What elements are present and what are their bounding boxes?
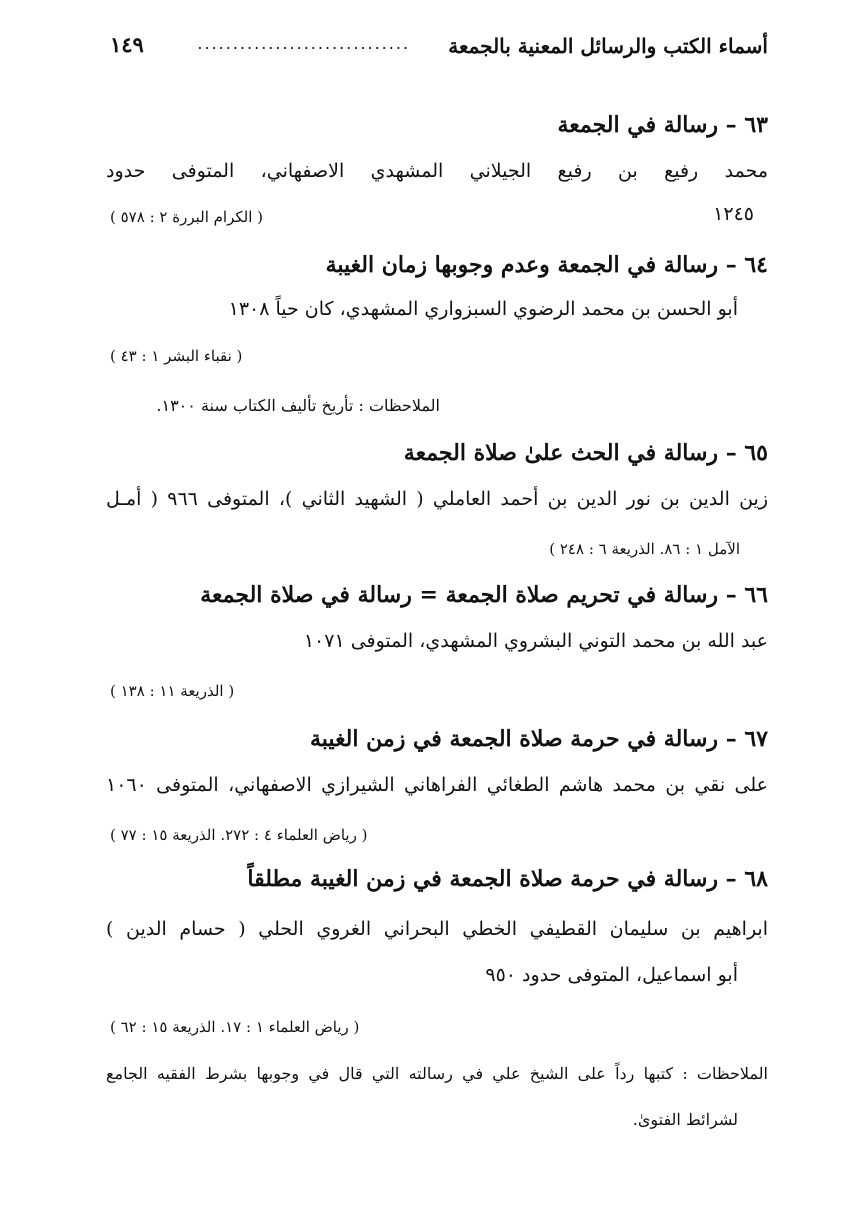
entry-67-title: ٦٧ – رسالة في حرمة صلاة الجمعة في زمن الغيبة xyxy=(310,726,768,752)
entry-67-author: على نقي بن محمد هاشم الطغائي الفراهاني الشيرازي الاصفهاني، المتوفى ١٠٦٠ xyxy=(106,774,768,796)
entry-68-author-line-2: أبو اسماعيل، المتوفى حدود ٩٥٠ xyxy=(485,964,738,986)
entry-64-reference: ( نقباء البشر ١ : ٤٣ ) xyxy=(110,347,243,365)
entry-68-title: ٦٨ – رسالة في حرمة صلاة الجمعة في زمن الغيبة مطلقاً xyxy=(247,866,768,892)
entry-64-author: أبو الحسن بن محمد الرضوي السبزواري المشهدي، كان حياً ١٣٠٨ xyxy=(228,298,738,320)
entry-63-title: ٦٣ – رسالة في الجمعة xyxy=(557,112,768,138)
entry-64-note: الملاحظات : تأريخ تأليف الكتاب سنة ١٣٠٠. xyxy=(156,396,440,415)
entry-68-note-line-2: لشرائط الفتوىٰ. xyxy=(632,1110,738,1129)
entry-66-reference: ( الذريعة ١١ : ١٣٨ ) xyxy=(110,682,235,700)
entry-64-title: ٦٤ – رسالة في الجمعة وعدم وجوبها زمان الغيبة xyxy=(325,252,768,278)
running-header-leader-dots: .............................. xyxy=(197,34,410,53)
entry-68-note-line-1: الملاحظات : كتبها رداً على الشيخ علي في رسالته التي قال في وجوبها بشرط الفقيه الجامع xyxy=(106,1064,768,1083)
entry-63-author: محمد رفيع بن رفيع الجيلاني المشهدي الاصفهاني، المتوفى حدود xyxy=(106,160,768,182)
entry-68-author-line-1: ابراهيم بن سليمان القطيفي الخطي البحراني الغروي الحلي ( حسام الدين ) xyxy=(106,918,768,940)
entry-68-reference: ( رياض العلماء ١ : ١٧. الذريعة ١٥ : ٦٢ ) xyxy=(110,1018,360,1036)
running-header-title: أسماء الكتب والرسائل المعنية بالجمعة xyxy=(448,34,768,58)
entry-67-reference: ( رياض العلماء ٤ : ٢٧٢. الذريعة ١٥ : ٧٧ ) xyxy=(110,826,368,844)
entry-65-author: زين الدين بن نور الدين بن أحمد العاملي ( الشهيد الثاني )، المتوفى ٩٦٦ ( أمـل xyxy=(106,488,768,510)
entry-66-author: عبد الله بن محمد التوني البشروي المشهدي، المتوفى ١٠٧١ xyxy=(303,630,768,652)
entry-63-author-date: ١٢٤٥ xyxy=(713,203,754,225)
entry-66-title: ٦٦ – رسالة في تحريم صلاة الجمعة = رسالة في صلاة الجمعة xyxy=(200,582,768,608)
entry-65-title: ٦٥ – رسالة في الحث علىٰ صلاة الجمعة xyxy=(403,440,768,466)
entry-63-reference: ( الكرام البررة ٢ : ٥٧٨ ) xyxy=(110,208,264,226)
page-number: ١٤٩ xyxy=(110,32,144,57)
entry-65-reference: الآمل ١ : ٨٦. الذريعة ٦ : ٢٤٨ ) xyxy=(549,540,740,558)
